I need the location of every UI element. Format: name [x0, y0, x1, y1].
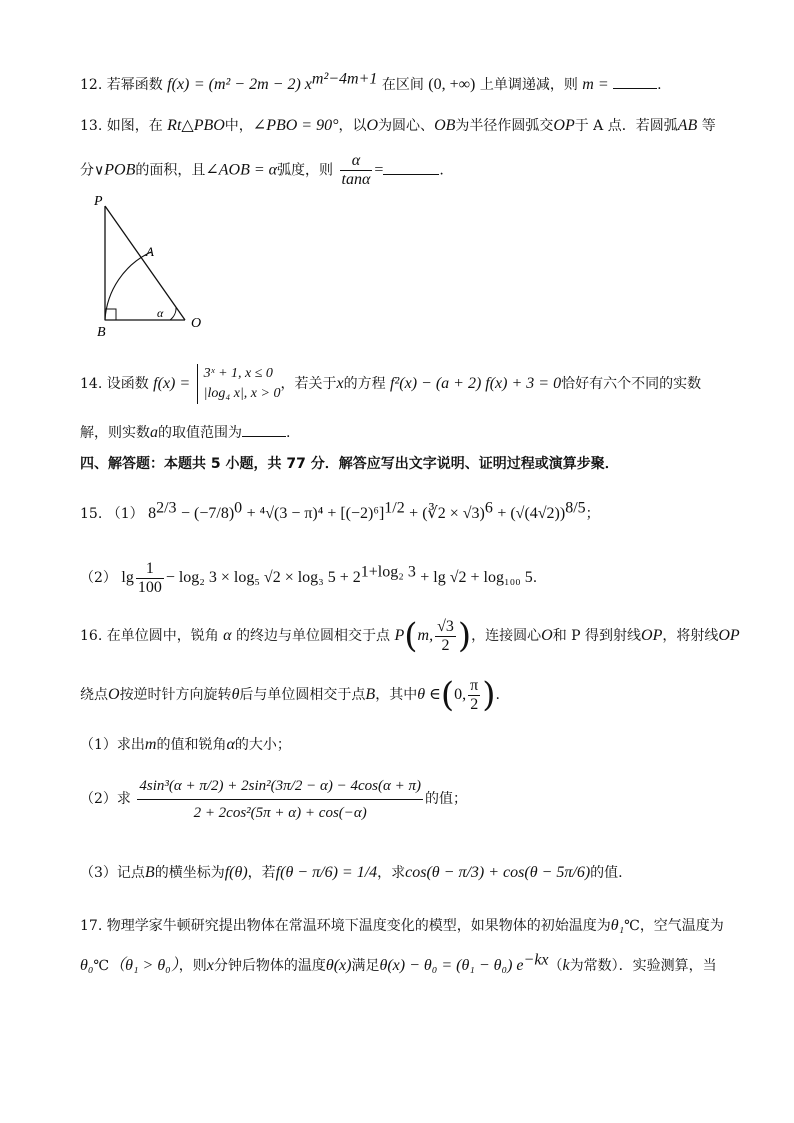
math-exponent: 1/2 [384, 499, 405, 517]
question-text: 分钟后物体的温度 [213, 958, 326, 974]
question-text: （ [548, 958, 563, 974]
label-a: A [146, 244, 154, 259]
fraction [468, 677, 480, 714]
math-expression: = (m² − 2m − 2) x [193, 76, 312, 93]
math-expression: + ⁴√(3 − π)⁴ + [(−2)⁶] [246, 505, 385, 522]
paren-right: ) [457, 616, 472, 656]
question-text: 如图，在 [106, 118, 163, 134]
answer-blank[interactable] [242, 422, 286, 437]
math-expression: ∠AOB = α [205, 161, 278, 179]
question-number: 13. [80, 118, 103, 134]
unit: ℃ [93, 958, 110, 974]
math-expression: （θ₁ > θ₀） [109, 957, 179, 974]
fraction [137, 773, 423, 826]
fraction [136, 560, 164, 597]
fraction-denominator: 2 [470, 695, 479, 713]
math-expression: − (−7/8) [181, 505, 235, 522]
fraction-denominator: tanα [341, 171, 371, 188]
question-text: ，求 [377, 865, 406, 881]
math-expression: θ₁ [610, 917, 625, 934]
question-text: 在单位圆中，锐角 [106, 628, 219, 644]
question-text: 于 A 点．若圆弧 [574, 118, 678, 134]
paren-left: ( [440, 675, 455, 715]
fraction-denominator: 2 [441, 636, 450, 654]
math-expression: cos(θ − π/3) + cos(θ − 5π/6) [405, 864, 591, 881]
math-exponent: m²−4m+1 [311, 70, 378, 88]
question-number: 14. [80, 376, 103, 392]
punctuation: . [286, 425, 291, 441]
question-text: ，若 [247, 865, 276, 881]
punctuation: . [439, 162, 444, 179]
math-expression: − log₂ 3 × log₅ √2 × log₃ 5 + 2 [165, 569, 361, 586]
question-text: ，空气温度为 [639, 918, 724, 934]
question-text: 在区间 [381, 77, 424, 93]
punctuation: . [532, 570, 538, 586]
question-text: 若幂函数 [106, 77, 163, 93]
angle-arc [170, 307, 176, 320]
punctuation: ； [585, 506, 600, 522]
math-expression: ∠PBO = 90° [252, 117, 339, 134]
segment-po [105, 206, 185, 320]
math-expression: lg [121, 569, 134, 586]
math-expression: θ ∈ [417, 686, 441, 703]
math-expression: OP [641, 627, 663, 644]
triangle-figure [90, 190, 220, 340]
math-expression: θ₀ [80, 957, 94, 974]
question-text: ，连接圆心 [471, 628, 542, 644]
right-angle-mark [105, 309, 116, 320]
math-expression: 0, [454, 686, 467, 703]
math-expression: f(θ) [224, 864, 248, 881]
question-17-line-2 [80, 951, 724, 977]
answer-blank[interactable] [613, 74, 657, 89]
punctuation: . [657, 77, 662, 93]
math-expression: OB [434, 117, 456, 134]
question-text: ，将射线 [662, 628, 719, 644]
math-expression: P [394, 627, 405, 644]
question-text: 弧度，则 [277, 162, 334, 179]
question-13-line-2 [80, 152, 724, 189]
question-text: ，其中 [375, 687, 418, 703]
question-14-line-1 [80, 364, 724, 404]
part-label: （3）记点 [80, 865, 145, 881]
question-text: 为圆心、 [378, 118, 435, 134]
question-13-line-1 [80, 115, 724, 137]
question-text: 分∨ [80, 162, 105, 179]
fraction-denominator: 100 [137, 578, 162, 596]
question-text: 解，则实数 [80, 425, 150, 441]
question-12 [80, 70, 724, 96]
section-heading: 四、解答题：本题共 5 小题，共 77 分．解答应写出文字说明、证明过程或演算步聚． [80, 456, 619, 472]
fraction-numerator: π [470, 676, 479, 694]
math-expression: O [108, 686, 120, 703]
question-text: 恰好有六个不同的实数 [561, 376, 702, 392]
math-expression: m, [417, 627, 434, 644]
math-expression: O [366, 117, 379, 134]
label-o: O [191, 316, 202, 331]
math-expression: Rt△PBO [167, 117, 225, 134]
math-expression: m = [582, 76, 609, 93]
question-16-line-1 [80, 614, 740, 658]
question-text: ，则 [178, 958, 207, 974]
question-text: 的值. [590, 865, 623, 881]
question-number: 17. [80, 918, 103, 934]
question-text: 中， [224, 118, 253, 134]
question-text: ，以 [338, 118, 367, 134]
label-p: P [94, 194, 103, 209]
label-b: B [97, 325, 106, 340]
math-exponent: 0 [234, 499, 243, 517]
math-exponent: 1+log₂ 3 [360, 563, 416, 581]
part-label: （1）求出 [80, 737, 145, 753]
math-expression: (0, +∞) [428, 76, 476, 93]
piecewise-brace [197, 364, 281, 404]
unit: ℃ [624, 918, 640, 934]
fraction [435, 618, 456, 655]
math-expression: f(x) = [153, 375, 191, 392]
math-expression: f²(x) − (a + 2) f(x) + 3 = 0 [390, 375, 562, 392]
question-15-part-2 [80, 556, 724, 600]
math-expression: k [562, 957, 570, 974]
part-label: （2） [80, 570, 117, 586]
math-expression: θ(x) − θ₀ = (θ₁ − θ₀) e [379, 957, 524, 974]
fraction-numerator: α [340, 152, 373, 171]
fraction [340, 152, 373, 189]
question-number: 12. [80, 77, 103, 93]
question-text: ，若关于 [280, 376, 337, 392]
question-text: 为常数）．实验测算，当 [569, 958, 717, 974]
question-16-sub-2 [80, 772, 724, 826]
part-label: （1） [106, 506, 144, 522]
question-text: 的横坐标为 [154, 865, 225, 881]
math-exponent: 8/5 [565, 499, 586, 517]
question-number: 15. [80, 506, 103, 522]
math-expression: θ [231, 686, 240, 703]
math-expression: m [144, 736, 157, 753]
piecewise-case-2: |log₄ x|, x > 0 [203, 386, 281, 401]
question-16-line-2 [80, 673, 724, 717]
fraction-numerator: 4sin³(α + π/2) + 2sin²(3π/2 − α) − 4cos(α + π) [137, 773, 423, 800]
math-expression: f(θ − π/6) = 1/4 [275, 864, 378, 881]
paren-right: ) [482, 675, 496, 715]
question-text: 物理学家牛顿研究提出物体在常温环境下温度变化的模型，如果物体的初始温度为 [106, 918, 611, 934]
label-alpha: α [157, 306, 164, 320]
question-15-part-1 [80, 497, 724, 531]
part-label: （2）求 [80, 791, 131, 807]
math-expression: x [336, 375, 344, 392]
answer-blank[interactable] [383, 160, 439, 175]
math-expression: = [374, 161, 384, 179]
question-16-sub-1 [80, 734, 724, 756]
piecewise-case-1: 3ˣ + 1, x ≤ 0 [203, 366, 273, 381]
question-text: 的值和锐角 [156, 737, 227, 753]
math-expression: θ(x) [325, 957, 352, 974]
fraction-numerator: 1 [136, 560, 164, 579]
math-expression: OP [718, 627, 740, 644]
math-expression: B [144, 864, 155, 881]
question-text: 为半径作圆弧交 [455, 118, 554, 134]
fraction-numerator: √3 [437, 617, 454, 635]
math-expression: α [223, 627, 232, 644]
math-exponent: 2/3 [156, 499, 177, 517]
question-14-line-2 [80, 422, 724, 444]
math-expression: AB [677, 117, 698, 134]
question-16-sub-3 [80, 858, 724, 888]
math-expression: 8 [148, 505, 157, 522]
question-text: 的方程 [343, 376, 386, 392]
math-expression: + lg √2 + log₁₀₀ 5 [420, 569, 533, 586]
math-expression: POB [104, 161, 136, 179]
fraction-denominator: 2 + 2cos²(5π + α) + cos(−α) [193, 804, 367, 821]
math-expression: x [206, 957, 214, 974]
math-expression: f(x) [167, 76, 190, 93]
question-text: 的取值范围为 [158, 425, 242, 441]
question-text: 绕点 [80, 687, 108, 703]
math-expression: O [541, 627, 553, 644]
question-text: 的终边与单位圆相交于点 [236, 628, 391, 644]
math-expression: + (∛2 × √3) [409, 505, 485, 522]
paren-left: ( [404, 616, 418, 656]
question-text: 和 P 得到射线 [552, 628, 642, 644]
question-text: 上单调递减，则 [479, 77, 578, 93]
question-17-line-1 [80, 915, 724, 937]
math-expression: α [226, 736, 235, 753]
math-exponent: −kx [523, 951, 549, 969]
question-number: 16. [80, 628, 103, 644]
question-text: 按逆时针方向旋转 [119, 687, 232, 703]
math-expression: OP [553, 117, 575, 134]
question-text: 设函数 [106, 376, 149, 392]
math-expression: a [150, 424, 158, 441]
question-text: 后与单位圆相交于点 [239, 687, 366, 703]
question-text: 等 [701, 118, 716, 134]
math-exponent: 6 [484, 499, 493, 517]
question-text: 满足 [351, 958, 380, 974]
math-expression: B [365, 686, 376, 703]
question-text: 的大小； [234, 737, 291, 753]
math-expression: + (√(4√2)) [497, 505, 566, 522]
punctuation: . [495, 687, 500, 703]
question-text: 的面积，且 [135, 162, 206, 179]
question-text: 的值； [424, 791, 467, 807]
